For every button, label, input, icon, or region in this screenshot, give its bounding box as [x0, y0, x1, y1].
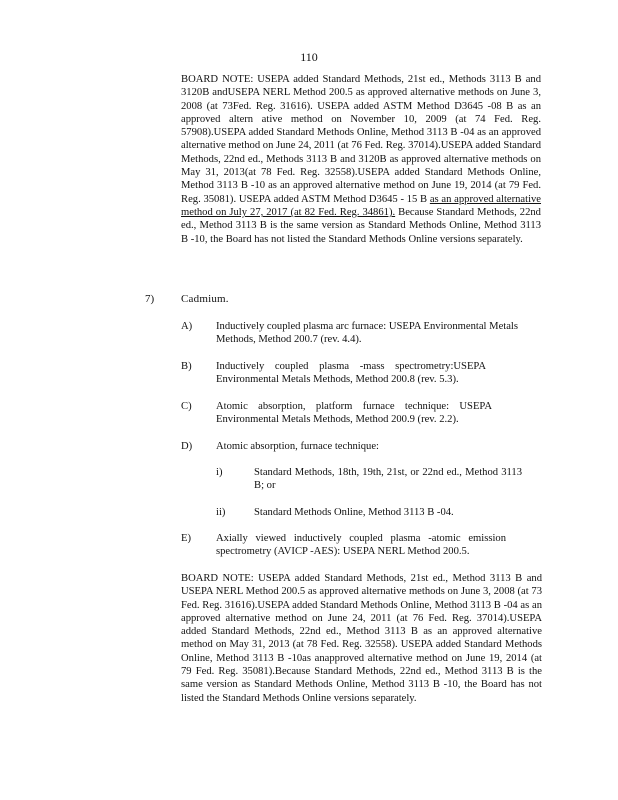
board-note-1-underlined-amendment: as an approved alternative method on July 27, 2017 (at 82 Fed. Reg. 34861). — [181, 193, 542, 218]
page-number: 110 — [300, 50, 318, 64]
section-number: 7) — [145, 293, 155, 305]
item-d-text: Atomic absorption, furnace technique: — [216, 441, 379, 452]
board-note-1-text: BOARD NOTE: USEPA added Standard Methods, 21st ed., Methods 3113 B and 3120B andUSEPA NERL Method 200.5 as approved alternative methods on June 3, 2008 (at 73Fed. Reg. 31616). USEPA added ASTM Method D3645 -08 B as an approved altern ative method on November 10, 2009 (at 74 Fed. Reg. 57908).USEPA added Standard Methods Online, Method 3113 B -04 as an approved alternative method on June 24, 2011 (at 76 Fed. Reg. 37014).USEPA added Standard Methods, 22nd ed., Methods 3113 B and 3120B as approved alternative methods on May 31, 2013(at 78 Fed. Reg. 32558).USEPA added Standard Methods Online, Method 3113 B -10 as an approved alternative method on June 19, 2014 (at 79 Fed. Reg. 35081). USEPA added ASTM Method D3645 - 15 B — [181, 74, 541, 205]
item-e-text: Axially viewed inductively coupled plasma -atomic emission spectrometry (AVICP -AES): USEPA NERL Method 200.5. — [216, 533, 506, 558]
item-a-text: Inductively coupled plasma arc furnace: USEPA Environmental Metals Methods, Method 200.7 (rev. 4.4). — [216, 321, 518, 346]
item-a-label: A) — [181, 321, 193, 332]
item-e-label: E) — [181, 533, 191, 544]
item-d-i-text: Standard Methods, 18th, 19th, 21st, or 22nd ed., Method 3113 B; or — [254, 467, 522, 492]
item-d-ii-text: Standard Methods Online, Method 3113 B -04. — [254, 507, 454, 518]
board-note-2: BOARD NOTE: USEPA added Standard Methods, 21st ed., Method 3113 B and USEPA NERL Method 200.5 as approved alternative methods on June 3, 2008 (at 73 Fed. Reg. 31616).USEPA added Standard Methods Online, Method 3113 B -04 as an approved alternative method on June 24, 2011 (at 76 Fed. Reg. 37014).USEPA added Standard Methods, 22nd ed., Method 3113 B as an approved alternative method on May 31, 2013 (at 78 Fed. Reg. 32558). USEPA added Standard Methods Online, Method 3113 B -10as anapproved alternative method on June 19, 2014 (at 79 Fed. Reg. 35081).Because Standard Methods, 22nd ed., Method 3113 B is the same version as Standard Methods Online, Method 3113 B -10, the Board has not listed the Standard Methods Online versions separately. — [181, 573, 542, 704]
item-d-ii-label: ii) — [216, 507, 226, 518]
item-d-i-label: i) — [216, 467, 223, 478]
item-c-text: Atomic absorption, platform furnace technique: USEPA Environmental Metals Methods, Method 200.9 (rev. 2.2). — [216, 401, 492, 426]
section-title: Cadmium. — [181, 293, 229, 305]
item-c-label: C) — [181, 401, 192, 412]
board-note-1 — [181, 73, 541, 246]
board-note-1-text-end: Because Standard Methods, 22nd ed., Method 3113 B is the same version as Standard Methods Online, Method 3113 B -10, the Board has not listed the Standard Methods Online versions separately. — [181, 206, 541, 245]
item-b-label: B) — [181, 361, 192, 372]
item-d-label: D) — [181, 441, 193, 452]
item-b-text: Inductively coupled plasma -mass spectrometry:USEPA Environmental Metals Methods, Method 200.8 (rev. 5.3). — [216, 361, 486, 386]
